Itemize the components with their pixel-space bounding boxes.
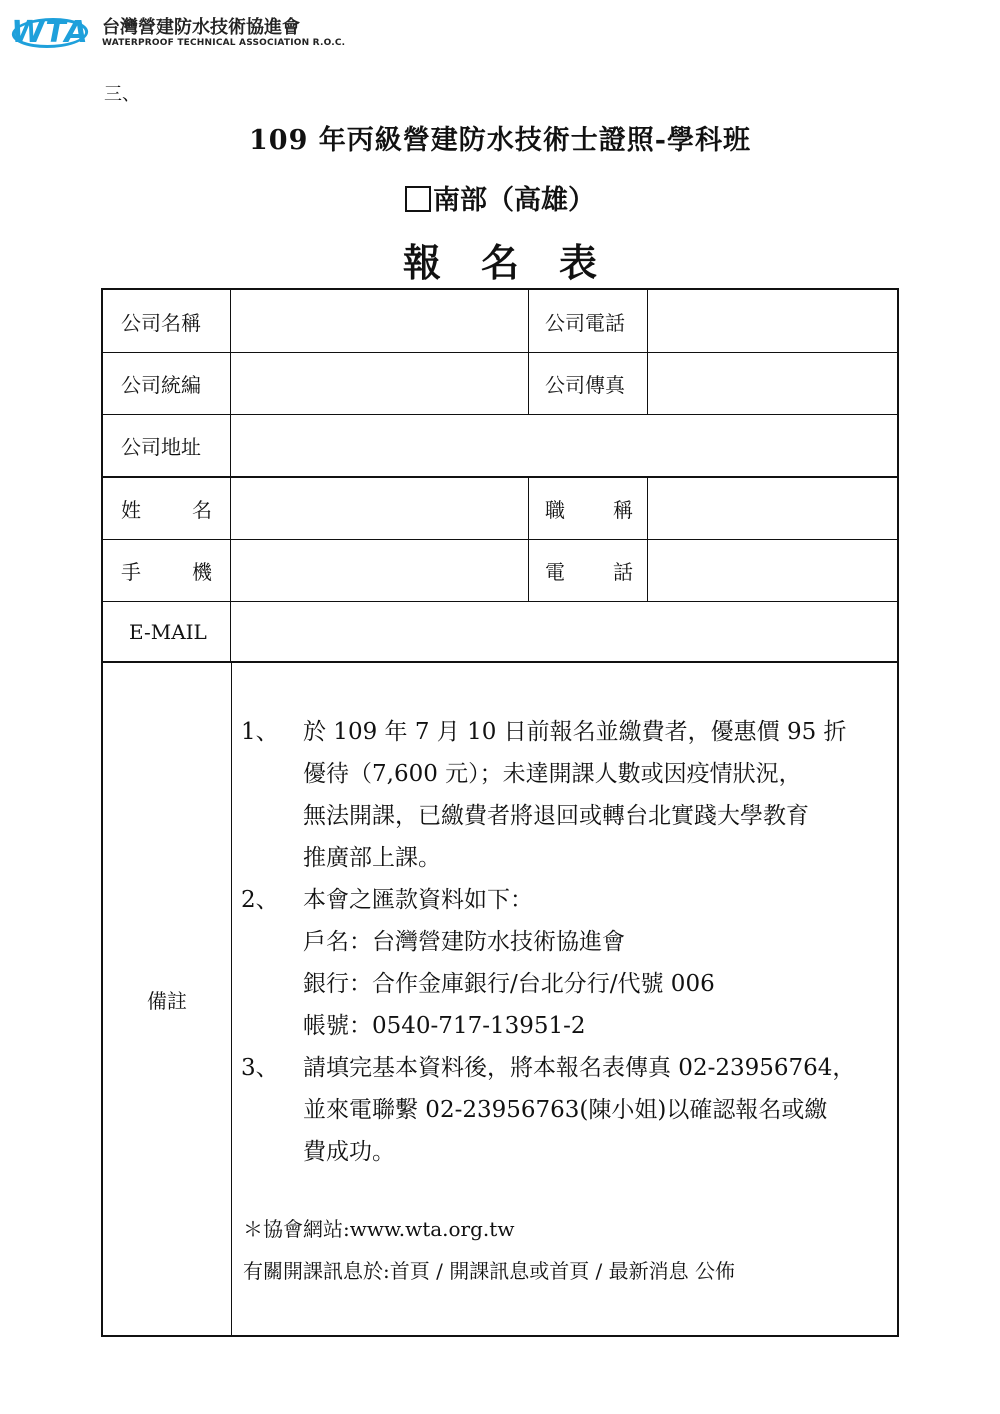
logo-text xyxy=(102,18,345,48)
notes-body xyxy=(231,663,897,1335)
note-item-1-line: 於 109 年 7 月 10 日前報名並繳費者，優惠價 95 折 xyxy=(303,719,847,745)
job-title-label-a: 職 xyxy=(545,498,565,522)
company-name-label: 公司名稱 xyxy=(103,290,231,352)
form-title: 報名表 xyxy=(402,240,637,285)
org-name-cn: 台灣營建防水技術協進會 xyxy=(102,17,300,38)
registration-form xyxy=(101,288,899,1337)
note-item-3-line: 請填完基本資料後，將本報名表傳真 02-23956764， xyxy=(303,1055,856,1081)
org-name-en: WATERPROOF TECHNICAL ASSOCIATION R.O.C. xyxy=(102,38,346,48)
row-company-address xyxy=(103,415,897,478)
name-label-b: 名 xyxy=(192,498,212,522)
note-item-3-text xyxy=(303,1047,903,1173)
mobile-field[interactable] xyxy=(231,540,528,601)
note-item-2-line: 戶名：台灣營建防水技術協進會 xyxy=(303,929,625,955)
job-title-label-b: 稱 xyxy=(613,498,633,522)
note-item-2-line: 銀行：合作金庫銀行/台北分行/代號 006 xyxy=(303,971,715,997)
mobile-label-a: 手 xyxy=(121,560,141,584)
note-item-2-number: 2、 xyxy=(241,887,279,913)
section-mark: 三、 xyxy=(104,84,140,105)
note-item-1-line: 無法開課，已繳費者將退回或轉台北實踐大學教育 xyxy=(303,803,809,829)
company-phone-label: 公司電話 xyxy=(528,290,648,352)
phone-label-b: 話 xyxy=(613,560,633,584)
note-item-3-line: 費成功。 xyxy=(303,1139,395,1165)
company-name-field[interactable] xyxy=(231,290,528,352)
phone-label-a: 電 xyxy=(545,560,565,584)
company-phone-field[interactable] xyxy=(648,290,897,352)
row-mobile xyxy=(103,540,897,602)
note-item-2-line: 帳號：0540-717-13951-2 xyxy=(303,1013,586,1039)
region-checkbox[interactable] xyxy=(405,186,431,212)
name-label-a: 姓 xyxy=(121,498,141,522)
phone-label xyxy=(528,540,648,601)
name-label xyxy=(103,478,231,539)
website-note: ＊協會網站:www.wta.org.tw xyxy=(243,1217,515,1241)
name-field[interactable] xyxy=(231,478,528,539)
phone-field[interactable] xyxy=(648,540,897,601)
note-item-3-line: 並來電聯繫 02-23956763(陳小姐)以確認報名或繳 xyxy=(303,1097,828,1123)
email-label: E-MAIL xyxy=(103,602,231,661)
wta-logo xyxy=(10,14,345,52)
job-title-field[interactable] xyxy=(648,478,897,539)
note-item-2-text xyxy=(303,879,903,1047)
job-title-label xyxy=(528,478,648,539)
note-item-1-line: 推廣部上課。 xyxy=(303,845,441,871)
notes-label: 備註 xyxy=(103,663,232,1335)
note-item-2-line: 本會之匯款資料如下： xyxy=(303,887,533,913)
email-field[interactable] xyxy=(231,602,897,661)
document-title: 109 年丙級營建防水技術士證照-學科班 xyxy=(249,125,751,156)
region-line xyxy=(0,178,1000,217)
note-item-1-number: 1、 xyxy=(241,719,279,745)
company-tax-id-label: 公司統編 xyxy=(103,353,231,414)
mobile-label-b: 機 xyxy=(192,560,212,584)
company-address-label: 公司地址 xyxy=(103,415,231,476)
row-company-tax-id xyxy=(103,353,897,415)
mobile-label xyxy=(103,540,231,601)
note-item-3-number: 3、 xyxy=(241,1055,279,1081)
notes-section xyxy=(103,663,897,1335)
wta-logo-mark: WTA xyxy=(11,15,89,50)
company-fax-label: 公司傳真 xyxy=(528,353,648,414)
row-email xyxy=(103,602,897,663)
company-address-field[interactable] xyxy=(231,415,897,476)
company-tax-id-field[interactable] xyxy=(231,353,528,414)
region-label: 南部（高雄） xyxy=(433,185,595,216)
company-fax-field[interactable] xyxy=(648,353,897,414)
row-name xyxy=(103,478,897,540)
note-item-1-line: 優待（7,600 元）；未達開課人數或因疫情狀況， xyxy=(303,761,802,787)
note-item-1-text xyxy=(303,711,903,879)
announcement-note: 有關開課訊息於:首頁 / 開課訊息或首頁 / 最新消息 公佈 xyxy=(243,1259,736,1283)
row-company-name xyxy=(103,290,897,353)
